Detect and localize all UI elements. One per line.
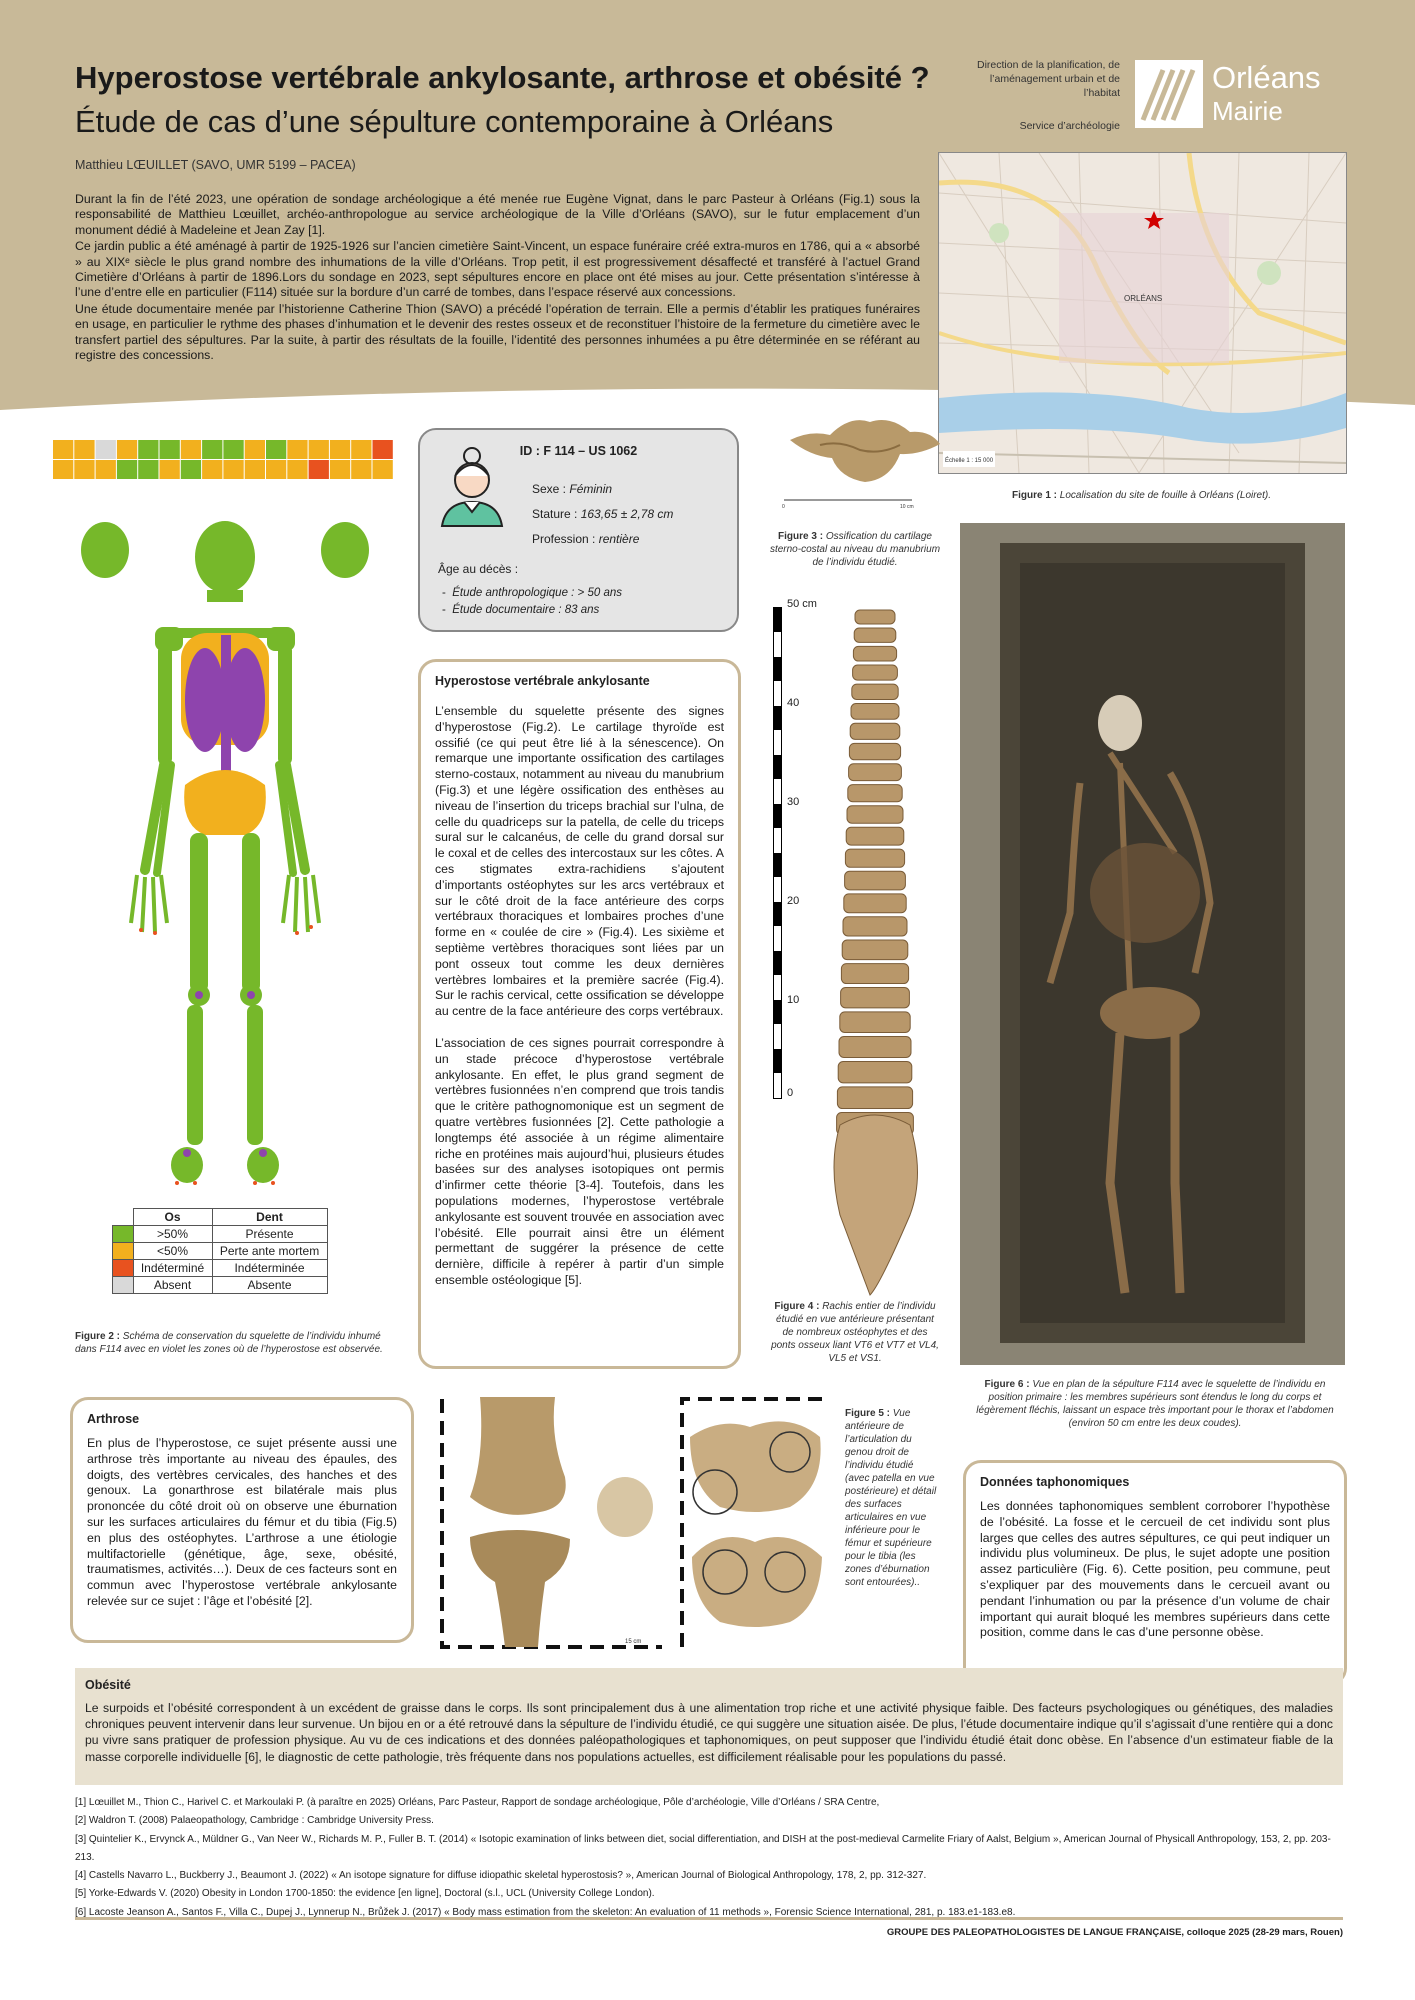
section-title: Obésité bbox=[85, 1678, 131, 1692]
location-map bbox=[938, 152, 1347, 474]
figure6-caption bbox=[970, 1378, 1340, 1430]
tooth-cell bbox=[202, 460, 222, 479]
scale-label: 10 bbox=[787, 994, 800, 1006]
organization-text bbox=[940, 58, 1120, 100]
service-label: Service d’archéologie bbox=[1019, 120, 1120, 132]
legend-os: Indéterminé bbox=[133, 1260, 212, 1277]
reference-item: [4] Castells Navarro L., Buckberry J., Beaumont J. (2022) « An isotope signature for diffuse idiopathic skeletal hyperostosis? », American Journal of Biological Anthropology, 178, 2, pp. 312-327. bbox=[75, 1870, 927, 1882]
caption-prefix: Figure 2 : bbox=[75, 1331, 121, 1342]
field-value: Étude anthropologique : > 50 ans bbox=[452, 587, 622, 599]
vertebra bbox=[846, 827, 904, 845]
tooth-cell bbox=[74, 460, 94, 479]
map-label-orleans: ORLÉANS bbox=[1124, 294, 1163, 303]
scale-label: 50 cm bbox=[787, 598, 817, 610]
manubrium-scale bbox=[782, 496, 922, 510]
tooth-cell bbox=[287, 460, 307, 479]
caption-prefix: Figure 3 : bbox=[778, 531, 824, 542]
reference-item: [5] Yorke-Edwards V. (2020) Obesity in London 1700-1850: the evidence [en ligne], Doctoral (s.l., UCL (University College London). bbox=[75, 1888, 655, 1900]
poster-subtitle: Étude de cas d’une sépulture contemporaine à Orléans bbox=[75, 104, 834, 139]
scale-label: 0 bbox=[787, 1087, 794, 1099]
vertebra bbox=[855, 610, 895, 624]
id-profession bbox=[532, 532, 639, 546]
introduction-text bbox=[75, 192, 920, 364]
vertebra bbox=[847, 806, 903, 824]
reference-item: [6] Lacoste Jeanson A., Santos F., Villa C., Dupej J., Lynnerup N., Brůžek J. (2017) « Body mass estimation from the skeleton: An evaluation of 11 methods », Forensic Science International, 281, p. 183.e1-183.e8. bbox=[75, 1906, 1016, 1918]
tooth-cell bbox=[53, 460, 73, 479]
section-paragraph: Les données taphonomiques semblent corroborer l’hypothèse de l’obésité. La fosse et le cercueil de cet individu sont plus larges que celles des autres sépultures, ce qui peut indiquer un individu plus volumineux. De plus, le sujet adopte une position assez particulière (Fig. 6). Cette position, peu commune, peut s’expliquer par des mouvements dans le cercueil avant ou pendant l’inhumation ou par la présence d’un volume de chair important qui aurait bloqué les membres supérieurs dans cette position, comme dans le cas d’une personne obèse. bbox=[980, 1499, 1330, 1640]
vertebra bbox=[849, 743, 900, 759]
legend-dent: Indéterminée bbox=[212, 1260, 327, 1277]
grave-photo bbox=[960, 523, 1345, 1365]
scale-label: 40 bbox=[787, 697, 800, 709]
vertebra bbox=[851, 704, 899, 720]
scale-label: 30 bbox=[787, 796, 800, 808]
obesite-section bbox=[75, 1668, 1343, 1785]
legend-os: <50% bbox=[133, 1243, 212, 1260]
id-title: ID : F 114 – US 1062 bbox=[519, 444, 638, 458]
scale-label: 0 bbox=[782, 504, 785, 510]
vertebra bbox=[852, 684, 898, 699]
id-sexe bbox=[532, 482, 612, 496]
vertebra bbox=[841, 964, 908, 984]
caption-text: Schéma de conservation du squelette de l’individu inhumé dans F114 avec en violet les zones où de l’hyperostose est observée. bbox=[75, 1331, 383, 1355]
vertebra bbox=[850, 723, 900, 739]
vertebra bbox=[841, 988, 910, 1008]
legend-header-os: Os bbox=[133, 1209, 212, 1226]
vertebra bbox=[840, 1012, 910, 1033]
field-value: Étude documentaire : 83 ans bbox=[452, 604, 600, 616]
reference-item: [1] Lœuillet M., Thion C., Harivel C. et Markoulaki P. (à paraître en 2025) Orléans, Parc Pasteur, Rapport de sondage archéologique, Pôle d’archéologie, Ville d’Orléans / SRA Centre, bbox=[75, 1797, 880, 1808]
reference-item: [3] Quintelier K., Ervynck A., Müldner G., Van Neer W., Richards M. P., Fuller B. T. (2014) « Isotopic examination of links between diet, social differentiation, and DISH at the post-medieval Carmelite Friary of Aalst, Belgium », American Journal of Physicall Anthropology, 153, 2, pp. 203-213. bbox=[75, 1833, 1331, 1863]
field-label: Sexe : bbox=[532, 482, 570, 496]
spine-photo bbox=[810, 605, 940, 1305]
field-value: 163,65 ± 2,78 cm bbox=[580, 507, 674, 521]
vertebra bbox=[854, 628, 896, 642]
legend-dent: Présente bbox=[212, 1226, 327, 1243]
tooth-cell bbox=[351, 440, 371, 459]
tooth-cell bbox=[287, 440, 307, 459]
skeleton-conservation-diagram bbox=[75, 515, 375, 1195]
vertebra bbox=[845, 849, 904, 867]
tooth-cell bbox=[160, 440, 180, 459]
scale-label: 15 cm bbox=[625, 1639, 642, 1645]
author-line: Matthieu LŒUILLET (SAVO, UMR 5199 – PACEA) bbox=[75, 158, 356, 172]
tooth-cell bbox=[138, 460, 158, 479]
section-title: Arthrose bbox=[87, 1412, 140, 1426]
legend-header-dent: Dent bbox=[212, 1209, 327, 1226]
caption-text: Vue antérieure de l’articulation du genou droit de l’individu étudié (avec patella en vue postérieure) et détail des surfaces articulaires en vue inférieure pour le fémur et supérieure pour le tibia (les zones d’éburnation sont entourées).. bbox=[845, 1408, 937, 1588]
manubrium-photo bbox=[780, 410, 950, 500]
tooth-cell bbox=[117, 460, 137, 479]
orleans-logo-icon bbox=[1135, 60, 1203, 128]
vertebra bbox=[843, 917, 907, 936]
section-paragraph: L’association de ces signes pourrait correspondre à un stade précoce d’hyperostose vertébrale ankylosante. En effet, le plus grand segment de vertèbres fusionnées n’en comprend que trois tandis que le critère pathognomonique est un segment de quatre vertèbres fusionnées [2]. Cette pathologie a longtemps été associée à un régime alimentaire riche en protéines mais aujourd’hui, plusieurs études basées sur des analyses isotopiques ont permis d’infirmer cette théorie [3-4]. Toutefois, dans les populations modernes, l’hyperostose vertébrale ankylosante est souvent trouvée en association avec l’obésité. Elle pourrait ainsi être un élément permettant de suggérer la présence de cette dernière, difficile à repérer à partir d’un simple ensemble ostéologique [5]. bbox=[435, 1035, 724, 1287]
caption-text: Rachis entier de l’individu étudié en vue antérieure présentant de nombreux ostéophytes et des ponts osseux liant VT6 et VT7 et VL4, VL5 et VS1. bbox=[771, 1301, 939, 1364]
intro-paragraph: Ce jardin public a été aménagé à partir de 1925-1926 sur l’ancien cimetière Saint-Vincent, un espace funéraire créé extra-muros en 1786, qui a « absorbé » au XIXᵉ siècle le plus grand nombre des inhumations de la ville d’Orléans. Trop petit, il est progressivement désaffecté et transféré à l’actuel Grand Cimetière d’Orléans à partir de 1896.Lors du sondage en 2023, sept sépultures encore en place ont été mises au jour. Cette présentation s’intéresse à l’une d’entre elle en particulier (F114) située sur la bordure d’un carré de tombes, dans l’espace réservé aux concessions. bbox=[75, 239, 920, 300]
caption-prefix: Figure 6 : bbox=[984, 1379, 1030, 1390]
vertebra bbox=[849, 764, 902, 781]
tooth-cell bbox=[245, 460, 265, 479]
legend-swatch bbox=[113, 1243, 134, 1260]
tooth-cell bbox=[53, 440, 73, 459]
tooth-cell bbox=[351, 460, 371, 479]
vertebra bbox=[844, 894, 906, 913]
arthrose-section bbox=[70, 1397, 414, 1643]
knee-articular-surfaces-photo bbox=[680, 1397, 835, 1662]
figure5-caption bbox=[845, 1407, 937, 1589]
references-list bbox=[75, 1794, 1343, 1922]
figure4-caption bbox=[770, 1300, 940, 1365]
vertebra bbox=[848, 785, 902, 802]
vertebra bbox=[837, 1087, 912, 1109]
legend-spacer bbox=[113, 1209, 134, 1226]
id-age-label: Âge au décès : bbox=[438, 562, 519, 576]
vertebra bbox=[853, 646, 896, 661]
legend-dent: Perte ante mortem bbox=[212, 1243, 327, 1260]
section-paragraph: En plus de l’hyperostose, ce sujet présente aussi une arthrose très importante au niveau des épaules, des doigts, des vertèbres cervicales, des hanches et des genoux. La gonarthrose est bilatérale mais plus prononcée du côté droit où on observe une éburnation sur les surfaces articulaires du fémur et du tibia (Fig.5) en plus des ostéophytes. L’arthrose a une étiologie multifactorielle (génétique, âge, sexe, obésité, traumatismes, activités…). Deux de ces facteurs sont en commun avec l’hyperostose vertébrale ankylosante relevée sur ce sujet : l’âge et l’obésité [2]. bbox=[87, 1436, 397, 1608]
caption-prefix: Figure 1 : bbox=[1011, 490, 1057, 501]
taphonomy-section bbox=[963, 1460, 1347, 1686]
tooth-cell bbox=[330, 440, 350, 459]
vertebra bbox=[839, 1037, 911, 1058]
legend-swatch bbox=[113, 1226, 134, 1243]
intro-paragraph: Une étude documentaire menée par l’historienne Catherine Thion (SAVO) a précédé l’opération de terrain. Elle a permis d’établir les pratiques funéraires en usage, en particulier le rythme des phases d’inhumation et le devenir des restes osseux et de reconstituer l’histoire de la fermeture du cimetière avec le transfert partiel des sépultures. Par la suite, à partir des résultats de la fouille, l’identité des personnes inhumées a pu être déterminée en se référant au registre des concessions. bbox=[75, 301, 920, 363]
logo-name: Orléans bbox=[1212, 60, 1321, 95]
tooth-cell bbox=[373, 460, 393, 479]
tooth-cell bbox=[373, 440, 393, 459]
tooth-cell bbox=[330, 460, 350, 479]
caption-text: Localisation du site de fouille à Orléans (Loiret). bbox=[1059, 490, 1272, 501]
scale-label: 20 bbox=[787, 895, 800, 907]
map-scale: Échelle 1 : 15 000 bbox=[945, 458, 994, 464]
poster-title: Hyperostose vertébrale ankylosante, arthrose et obésité ? bbox=[75, 60, 930, 95]
tooth-cell bbox=[160, 460, 180, 479]
tooth-cell bbox=[202, 440, 222, 459]
id-age-doc: - Étude documentaire : 83 ans bbox=[442, 604, 600, 616]
figure3-caption bbox=[765, 530, 945, 569]
tooth-cell bbox=[181, 460, 201, 479]
figure1-caption bbox=[938, 489, 1345, 502]
section-title: Données taphonomiques bbox=[980, 1475, 1130, 1489]
tooth-cell bbox=[309, 440, 329, 459]
hyperostose-section bbox=[418, 659, 741, 1369]
reference-item: [2] Waldron T. (2008) Palaeopathology, Cambridge : Cambridge University Press. bbox=[75, 1815, 434, 1827]
vertebra bbox=[838, 1062, 912, 1083]
vertebra bbox=[842, 940, 908, 960]
conservation-legend bbox=[112, 1208, 328, 1294]
field-label: Stature : bbox=[532, 507, 581, 521]
identity-card bbox=[418, 428, 739, 632]
id-stature bbox=[532, 507, 673, 521]
tooth-cell bbox=[223, 440, 243, 459]
section-paragraph: L’ensemble du squelette présente des signes d’hyperostose (Fig.2). Le cartilage thyroïde est ossifié (ce qui peut être lié à la sénescence). On remarque une importante ossification des cartilages sterno-costaux, notamment au niveau du manubrium (Fig.3) et une légère ossification des enthèses au niveau de l’insertion du triceps brachial sur l’ulna, de celle du quadriceps sur la patella, de celle du triceps sural sur le calcanéus, de celle du grand dorsal sur le coxal et de celles des intercostaux sur les côtes. A ces stigmates extra-rachidiens s’ajoutent d’importants ostéophytes sur les arcs vertébraux et sur le côté droit de la face antérieure des corps vertébraux thoraciques et lombaires proches d’une forme en « coulée de cire » (Fig.4). Les sixième et septième vertèbres thoraciques sont liées par un pont osseux tout comme les deux dernières vertèbres lombaires et la première sacrée (Fig.4). Sur le rachis cervical, cette ossification se développe au centre de la face antérieure des corps vertébraux. bbox=[435, 704, 724, 1019]
tooth-cell bbox=[266, 460, 286, 479]
tooth-cell bbox=[309, 460, 329, 479]
tooth-cell bbox=[266, 440, 286, 459]
caption-text: Ossification du cartilage sterno-costal au niveau du manubrium de l’individu étudié. bbox=[769, 531, 941, 568]
tooth-cell bbox=[245, 440, 265, 459]
logo-subtitle: Mairie bbox=[1212, 96, 1283, 126]
org-line: l’habitat bbox=[1083, 87, 1120, 99]
vertebra bbox=[845, 871, 906, 890]
legend-swatch bbox=[113, 1277, 134, 1294]
knee-photo bbox=[440, 1397, 670, 1652]
section-title: Hyperostose vertébrale ankylosante bbox=[435, 674, 650, 688]
field-value: Féminin bbox=[569, 482, 613, 496]
field-value: rentière bbox=[598, 532, 640, 546]
intro-paragraph: Durant la fin de l’été 2023, une opération de sondage archéologique a été menée rue Eugène Vignat, dans le parc Pasteur à Orléans (Fig.1) sous la responsabilité de Matthieu Lœuillet, archéo-anthropologue au service archéologique de la Ville d’Orléans (SAVO), sur le futur emplacement d’un monument dédié à Madeleine et Jean Zay [1]. bbox=[75, 192, 920, 237]
dental-chart bbox=[53, 440, 398, 480]
spine-scale-bar bbox=[773, 607, 782, 1099]
footer-text: GROUPE DES PALEOPATHOLOGISTES DE LANGUE FRANÇAISE, colloque 2025 (28-29 mars, Rouen) bbox=[886, 1927, 1343, 1938]
tooth-cell bbox=[138, 440, 158, 459]
figure2-caption bbox=[75, 1330, 405, 1356]
tooth-cell bbox=[223, 460, 243, 479]
footer-rule bbox=[75, 1917, 1343, 1920]
tooth-cell bbox=[96, 440, 116, 459]
vertebra bbox=[853, 665, 898, 680]
caption-prefix: Figure 5 : bbox=[845, 1408, 891, 1419]
org-line: Direction de la planification, de bbox=[976, 59, 1120, 71]
tooth-cell bbox=[96, 460, 116, 479]
id-age-anthro: - Étude anthropologique : > 50 ans bbox=[442, 587, 622, 599]
tooth-cell bbox=[181, 440, 201, 459]
org-line: l’aménagement urbain et de bbox=[989, 73, 1120, 85]
caption-text: Vue en plan de la sépulture F114 avec le squelette de l’individu en position primaire : les membres supérieurs sont étendus le long du corps et légèrement fléchis, laissant un espace très important pour le thorax et l’abdomen (environ 50 cm entre les deux coudes). bbox=[976, 1379, 1334, 1429]
legend-swatch bbox=[113, 1260, 134, 1277]
legend-dent: Absente bbox=[212, 1277, 327, 1294]
tooth-cell bbox=[117, 440, 137, 459]
legend-os: >50% bbox=[133, 1226, 212, 1243]
person-icon bbox=[438, 446, 506, 528]
section-paragraph: Le surpoids et l’obésité correspondent à un excédent de graisse dans le corps. Ils sont principalement dus à une alimentation trop riche et une activité physique faible. Des facteurs psychologiques ou génétiques, des maladies chroniques peuvent intervenir dans leur survenue. Un bijou en or a été retrouvé dans la sépulture de l’individu étudié, ce qui suggère une situation aisée. De plus, l’étude documentaire indique qu’il s’agissait d’une rentière qui a donc pu vivre sans pratiquer de profession physique. Au vu de ces indications et des données paléopathologiques et taphonomiques, on peut supposer que l’individu étudié était donc obèse. En l’absence d’un estimateur fiable de la masse corporelle individuelle [6], le diagnostic de cette pathologie, très fréquente dans nos populations actuelles, est difficilement réalisable pour les populations du passé. bbox=[85, 1701, 1333, 1764]
tooth-cell bbox=[74, 440, 94, 459]
caption-prefix: Figure 4 : bbox=[774, 1301, 820, 1312]
scale-label: 10 cm bbox=[900, 504, 914, 510]
legend-os: Absent bbox=[133, 1277, 212, 1294]
field-label: Profession : bbox=[532, 532, 599, 546]
